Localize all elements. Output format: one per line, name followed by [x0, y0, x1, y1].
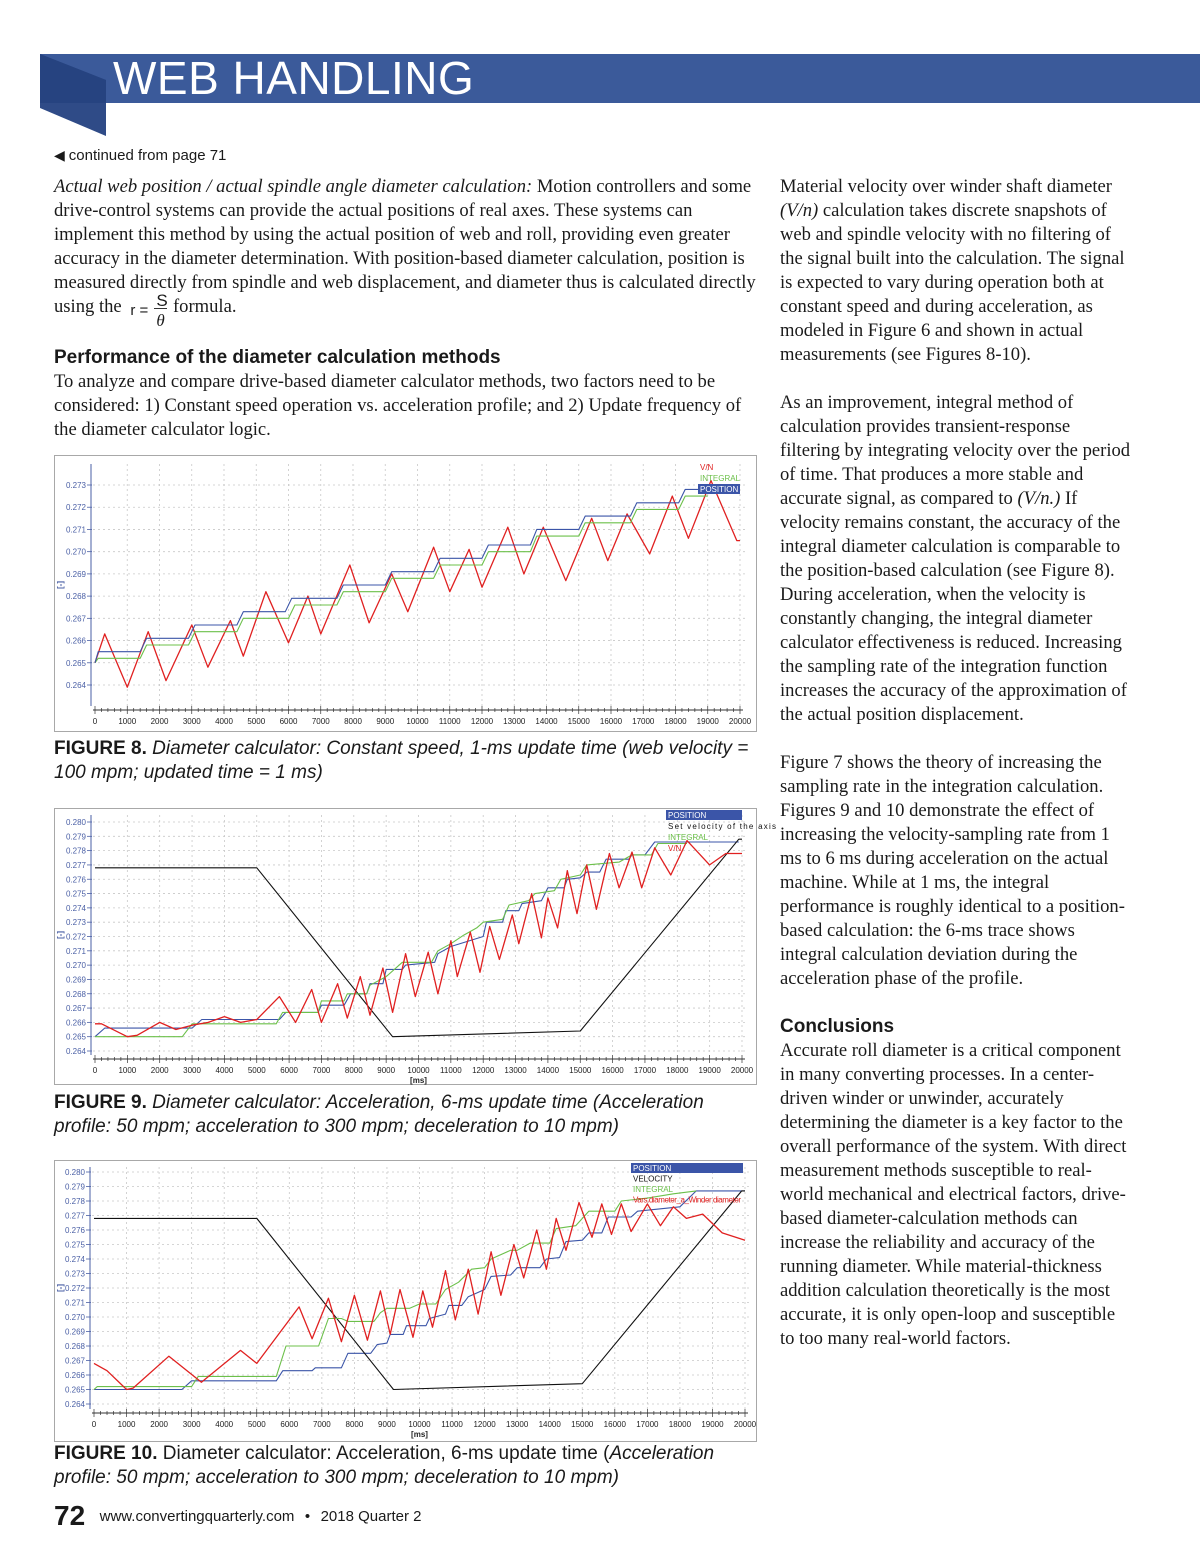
x-axis-label: [ms]: [411, 1430, 428, 1439]
series-line-v-n: [95, 481, 740, 688]
x-tick-label: 1000: [118, 1066, 137, 1075]
legend-label: VELOCITY: [633, 1174, 673, 1184]
x-tick-label: 3000: [182, 1420, 201, 1429]
x-tick-label: 18000: [664, 717, 687, 726]
x-tick-label: 20000: [728, 717, 752, 726]
y-axis-label: [-]: [56, 931, 65, 939]
series-line-velocity: [94, 1191, 745, 1390]
y-tick-label: 0.279: [65, 832, 86, 842]
x-tick-label: 3000: [182, 717, 201, 726]
paragraph-performance: To analyze and compare drive-based diameter calculator methods, two factors need to be considered: 1) Constant speed operation vs. acceleration profile; and 2) Update frequency of the diameter calculator logic.: [54, 371, 742, 440]
figure-8-chart: [54, 455, 757, 732]
caption-italic-text: Diameter calculator: Constant speed, 1-ms update time (web velocity = 100 mpm; updated time = 1 ms): [54, 738, 749, 783]
vn-term: (V/n): [780, 200, 819, 221]
y-axis-label: [-]: [56, 581, 65, 589]
x-tick-label: 13000: [506, 1420, 529, 1429]
page-footer: [54, 1500, 421, 1532]
caption-label: FIGURE 10.: [54, 1443, 158, 1464]
figure-9-chart: [54, 808, 776, 1085]
right-column: [780, 175, 1132, 1351]
y-tick-label: 0.275: [64, 1240, 85, 1250]
y-tick-label: 0.272: [64, 1284, 85, 1293]
legend-label: POSITION: [633, 1164, 672, 1173]
y-tick-label: 0.268: [64, 1342, 85, 1351]
x-tick-label: 0: [92, 1066, 98, 1075]
y-tick-label: 0.277: [65, 860, 86, 870]
caption-italic-text: Acceleration profile: 50 mpm; acceleration to 300 mpm; deceleration to 10 mpm): [54, 1443, 715, 1488]
legend-label: INTEGRAL: [700, 474, 741, 483]
y-tick-label: 0.265: [65, 658, 86, 668]
figure-8-caption: [54, 737, 764, 785]
y-tick-label: 0.274: [64, 1255, 85, 1264]
y-tick-label: 0.278: [64, 1197, 85, 1206]
legend-label: V/N: [700, 463, 714, 472]
x-tick-label: 10000: [408, 1420, 431, 1429]
header-ribbon-fold: [40, 54, 106, 136]
y-tick-label: 0.277: [64, 1211, 85, 1221]
x-tick-label: 12000: [472, 1066, 495, 1075]
y-tick-label: 0.264: [65, 681, 86, 690]
paragraph-text: If velocity remains constant, the accuracy of the integral diameter calculation is comparable to the position-based calculation (see Figure 8). During acceleration, when the velocity is constantly changing, the integral diameter calculator effectiveness is reduced. Increasing the sampling rate of the integration function increases the accuracy of the approximation of the actual position displacement.: [780, 488, 1127, 725]
paragraph-position-method: [54, 175, 756, 330]
x-tick-label: 14000: [536, 1066, 560, 1075]
y-tick-label: 0.278: [65, 846, 86, 856]
x-tick-label: 12000: [473, 1420, 496, 1429]
x-tick-label: 8000: [344, 1066, 363, 1075]
x-tick-label: 17000: [636, 1420, 659, 1429]
formula-numerator: S: [156, 291, 168, 310]
x-tick-label: 13000: [503, 717, 526, 726]
x-tick-label: 11000: [440, 1066, 462, 1075]
figure-9-caption: [54, 1091, 764, 1139]
x-tick-label: 2000: [150, 1066, 169, 1075]
x-tick-label: 3000: [183, 1066, 201, 1075]
y-tick-label: 0.270: [65, 961, 86, 971]
y-tick-label: 0.273: [65, 918, 86, 928]
y-axis-label: [-]: [56, 1284, 65, 1292]
x-tick-label: 8000: [345, 1420, 364, 1429]
footer-bullet: •: [304, 1507, 311, 1525]
x-tick-label: 20000: [730, 1066, 754, 1075]
y-tick-label: 0.271: [64, 1298, 85, 1308]
x-tick-label: 18000: [668, 1420, 692, 1429]
paragraph-vn-method: [780, 175, 1132, 367]
left-column-performance: [54, 370, 744, 442]
x-tick-label: 2000: [150, 1420, 168, 1429]
heading-conclusions: Conclusions: [780, 1016, 895, 1037]
x-tick-label: 11000: [441, 1420, 463, 1429]
figure-10-chart: [54, 1160, 757, 1442]
paragraph-conclusions: Accurate roll diameter is a critical component in many converting processes. In a center-driven winder or unwinder, accurately determining the diameter is a key factor to the overall performance of the system. With direct measurement methods susceptible to real-world mechanical and electrical factors, drive-based diameter-calculation methods can increase the reliability and accuracy of the running diameter. While material-thickness addition calculation theoretically is the most accurate, it is only open-loop and susceptible to too many real-world factors.: [780, 1040, 1127, 1349]
legend-label: INTEGRAL: [668, 833, 709, 842]
x-tick-label: 7000: [311, 717, 330, 726]
caption-label: FIGURE 9.: [54, 1092, 147, 1113]
radius-formula: [126, 291, 168, 330]
figure-10-plot: [55, 1161, 756, 1441]
x-tick-label: 6000: [280, 1066, 298, 1075]
x-tick-label: 5000: [247, 1420, 266, 1429]
series-line-position: [95, 842, 739, 1037]
y-tick-label: 0.265: [64, 1385, 85, 1395]
y-tick-label: 0.269: [64, 1327, 85, 1337]
left-column-intro: [54, 175, 756, 330]
paragraph-text: As an improvement, integral method of calculation provides transient-response filtering by integrating velocity over the period of time. That produces a more stable and accurate signal, as compared to: [780, 392, 1131, 509]
section-title: WEB HANDLING: [113, 52, 475, 104]
x-tick-label: 1000: [118, 717, 137, 726]
page-number: 72: [54, 1500, 86, 1531]
y-tick-label: 0.276: [64, 1226, 85, 1235]
series-line-vars-diameter-a-winder-diameter: [94, 1203, 745, 1390]
caption-text: Diameter calculator: Acceleration, 6-ms update time (: [157, 1443, 610, 1464]
x-tick-label: 19000: [698, 1066, 721, 1075]
x-tick-label: 8000: [344, 717, 362, 726]
legend-label: POSITION: [668, 811, 707, 820]
x-tick-label: 10000: [407, 1066, 430, 1075]
y-tick-label: 0.267: [65, 1004, 86, 1014]
method-title: Actual web position / actual spindle angle diameter calculation:: [54, 176, 533, 197]
series-line-set-velocity-of-the-axis: [95, 839, 742, 1036]
formula-denominator: θ: [156, 311, 165, 330]
x-tick-label: 5000: [247, 717, 266, 726]
x-tick-label: 4000: [215, 717, 233, 726]
legend-label: V/N: [668, 844, 682, 853]
x-tick-label: 16000: [601, 1066, 624, 1075]
y-tick-label: 0.280: [65, 818, 86, 827]
website-link[interactable]: www.convertingquarterly.com: [99, 1507, 295, 1525]
y-tick-label: 0.266: [64, 1371, 85, 1380]
y-tick-label: 0.273: [65, 481, 86, 490]
y-tick-label: 0.266: [65, 1018, 86, 1028]
x-tick-label: 14000: [538, 1420, 561, 1429]
x-tick-label: 9000: [376, 717, 395, 726]
heading-performance: Performance of the diameter calculation methods: [54, 347, 501, 368]
y-tick-label: 0.279: [64, 1182, 85, 1192]
y-tick-label: 0.268: [65, 989, 86, 999]
y-tick-label: 0.265: [65, 1032, 86, 1042]
y-tick-label: 0.274: [65, 903, 86, 913]
caption-label: FIGURE 8.: [54, 738, 147, 759]
x-tick-label: 17000: [633, 1066, 657, 1075]
x-tick-label: 15000: [569, 1066, 592, 1075]
vn-term: (V/n.): [1017, 488, 1061, 509]
paragraph-integral-method: [780, 391, 1132, 727]
paragraph-end: formula.: [168, 296, 237, 317]
series-line-position: [94, 1191, 745, 1390]
y-tick-label: 0.267: [65, 614, 86, 624]
y-tick-label: 0.271: [65, 525, 86, 535]
x-tick-label: 16000: [603, 1420, 626, 1429]
x-tick-label: 15000: [567, 717, 590, 726]
y-tick-label: 0.266: [65, 636, 86, 646]
paragraph-text: Material velocity over winder shaft diameter: [780, 176, 1112, 197]
x-tick-label: 9000: [378, 1420, 396, 1429]
paragraph-text: Motion controllers and some drive-control systems can provide the actual positions of real axes. These systems can implement this method by using the actual position of web and roll, providing even greater accuracy in the diameter determination. With position-based diameter calculation, position is measured directly from spindle and web displacement, and diameter thus is calculated directly using the: [54, 176, 756, 317]
x-tick-label: 0: [92, 717, 98, 726]
y-tick-label: 0.269: [65, 569, 86, 579]
legend-label: POSITION: [700, 485, 739, 494]
y-tick-label: 0.276: [65, 875, 86, 885]
x-tick-label: 7000: [312, 1420, 331, 1429]
x-tick-label: 13000: [504, 1066, 527, 1075]
x-tick-label: 0: [91, 1420, 97, 1429]
issue-label: 2018 Quarter 2: [320, 1507, 422, 1525]
y-tick-label: 0.269: [65, 975, 86, 985]
x-tick-label: 6000: [280, 1420, 299, 1429]
continued-label: continued from page 71: [68, 147, 227, 164]
x-tick-label: 20000: [733, 1420, 757, 1429]
series-line-integral: [94, 1191, 696, 1390]
paragraph-text: calculation takes discrete snapshots of web and spindle velocity with no filtering of the signal built into the calculation. The signal is expected to vary during operation both at constant speed and during acceleration, as modeled in Figure 6 and shown in actual measurements (see Figures 8-10).: [780, 200, 1125, 365]
x-tick-label: 5000: [247, 1066, 266, 1075]
x-tick-label: 19000: [701, 1420, 724, 1429]
legend-label: INTEGRAL: [633, 1185, 674, 1194]
y-tick-label: 0.273: [64, 1269, 85, 1279]
y-tick-label: 0.267: [64, 1356, 85, 1366]
x-tick-label: 7000: [312, 1066, 331, 1075]
y-tick-label: 0.275: [65, 889, 86, 899]
x-tick-label: 17000: [632, 717, 655, 726]
x-tick-label: 15000: [571, 1420, 594, 1429]
x-axis-label: [ms]: [410, 1076, 427, 1085]
x-tick-label: 19000: [696, 717, 719, 726]
x-tick-label: 14000: [535, 717, 558, 726]
x-tick-label: 9000: [377, 1066, 396, 1075]
y-tick-label: 0.280: [64, 1168, 85, 1177]
x-tick-label: 16000: [599, 717, 623, 726]
caption-italic-text: Diameter calculator: Acceleration, 6-ms update time (Acceleration profile: 50 mpm; acceleration to 300 mpm; deceleration to 10 mpm): [54, 1092, 704, 1137]
x-tick-label: 2000: [150, 717, 169, 726]
x-tick-label: 4000: [215, 1420, 234, 1429]
left-triangle-icon: ◀: [54, 147, 65, 163]
figure-10-caption: [54, 1442, 764, 1490]
x-tick-label: 4000: [215, 1066, 234, 1075]
y-tick-label: 0.270: [64, 1313, 85, 1322]
y-tick-label: 0.264: [65, 1047, 86, 1056]
y-tick-label: 0.264: [64, 1400, 85, 1409]
y-tick-label: 0.272: [65, 503, 86, 513]
x-tick-label: 12000: [470, 717, 494, 726]
legend-label: Vars.diameter_a_Winder diameter: [633, 1195, 741, 1205]
formula-lhs: r =: [130, 302, 149, 319]
x-tick-label: 11000: [438, 717, 461, 726]
paragraph-sampling-rate: Figure 7 shows the theory of increasing the sampling rate in the integration calculation. Figures 9 and 10 demonstrate the effect of increasing the velocity-sampling rate from 1 ms to 6 ms during acceleration on the actual machine. While at 1 ms, the integral performance is roughly identical to a position-based calculation: the 6-ms trace shows integral calculation deviation during the acceleration phase of the profile.: [780, 752, 1125, 989]
y-tick-label: 0.268: [65, 592, 86, 602]
x-tick-label: 6000: [279, 717, 298, 726]
y-tick-label: 0.270: [65, 547, 86, 557]
y-tick-label: 0.271: [65, 946, 86, 956]
x-tick-label: 18000: [666, 1066, 689, 1075]
x-tick-label: 1000: [117, 1420, 136, 1429]
x-tick-label: 10000: [406, 717, 429, 726]
legend-label: Set velocity of the axis: [668, 822, 776, 831]
figure-8-plot: [55, 456, 756, 731]
figure-9-plot: [55, 809, 776, 1085]
y-tick-label: 0.272: [65, 932, 86, 942]
continued-from-link[interactable]: [54, 147, 226, 164]
